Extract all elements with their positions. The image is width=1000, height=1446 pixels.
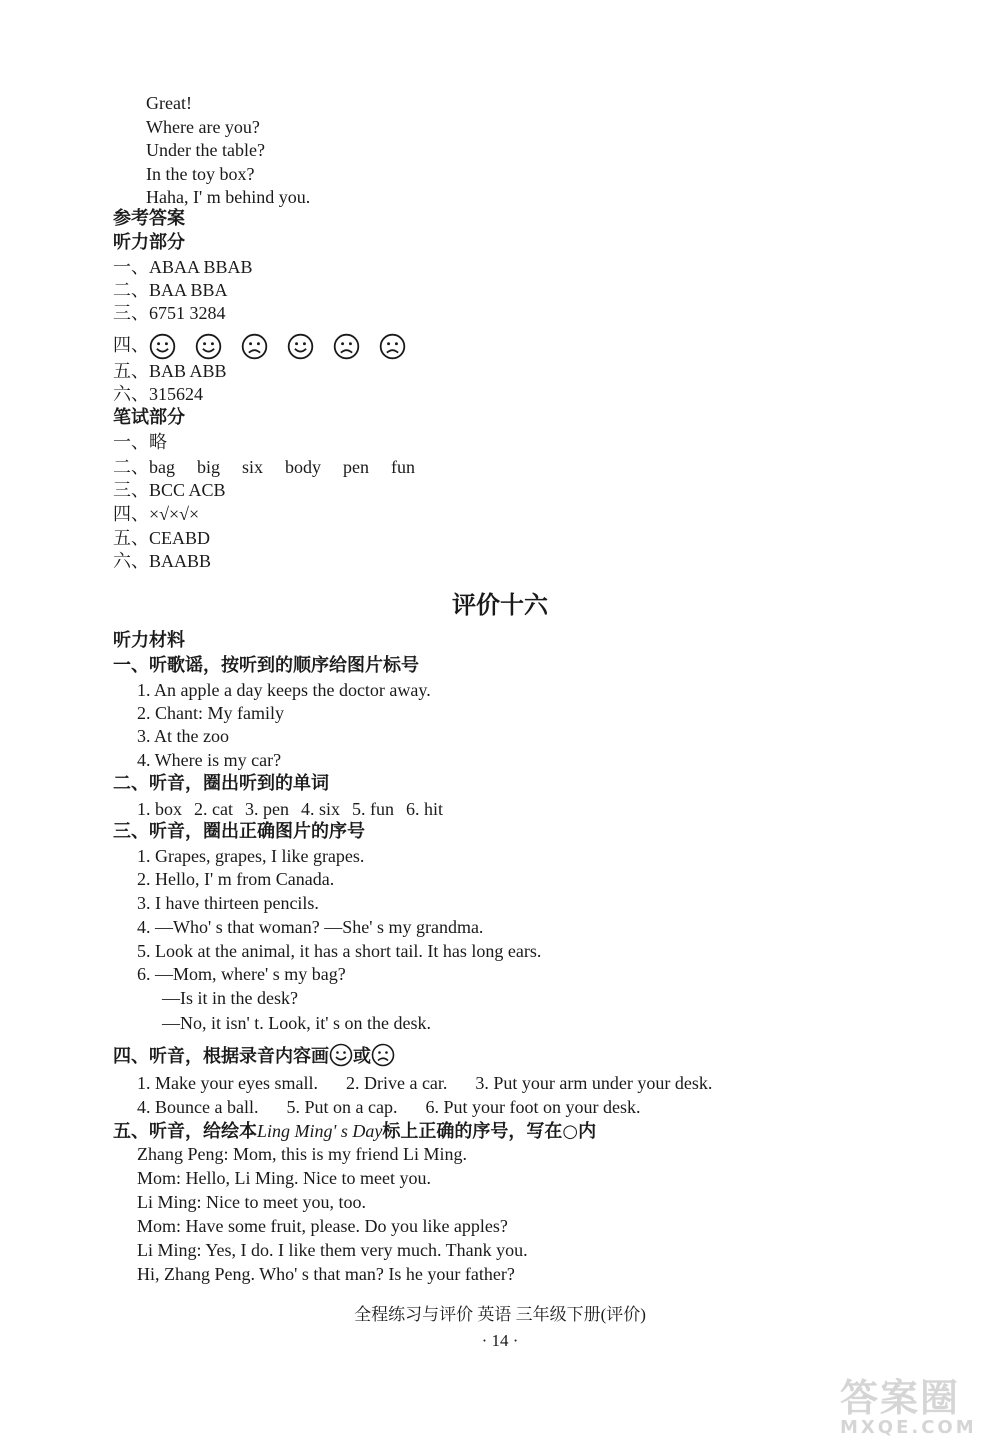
part1-item: 3. At the zoo: [137, 726, 229, 746]
part2-item: 3. pen: [244, 799, 289, 819]
part5-line: Li Ming: Nice to meet you, too.: [137, 1192, 366, 1212]
smile-icon: [149, 333, 176, 360]
answer-line: 五、CEABD: [113, 528, 211, 548]
listening-heading: 听力部分: [113, 232, 185, 253]
dialogue-line: Under the table?: [146, 140, 265, 160]
part2-heading: 二、听音，圈出听到的单词: [113, 773, 329, 794]
part5-line: Mom: Have some fruit, please. Do you like apples?: [137, 1216, 508, 1236]
watermark-text: 答案圈: [840, 1376, 961, 1420]
part2-item: 6. hit: [406, 799, 444, 819]
part3-heading: 三、听音，圈出正确图片的序号: [113, 821, 365, 842]
part1-item: 2. Chant: My family: [137, 703, 284, 723]
smile-icon: [287, 333, 314, 360]
frown-icon: [379, 333, 406, 360]
answer-line: 六、315624: [113, 384, 203, 404]
dialogue-line: Where are you?: [146, 117, 260, 137]
answer-line: 二、BAA BBA: [113, 280, 228, 300]
written-heading: 笔试部分: [113, 407, 185, 428]
part3-item: 3. I have thirteen pencils.: [137, 893, 319, 913]
watermark-url: MXQE.COM: [840, 1417, 977, 1438]
answers-heading: 参考答案: [113, 208, 185, 229]
part3-item: 2. Hello, I' m from Canada.: [137, 869, 335, 889]
part5-line: Mom: Hello, Li Ming. Nice to meet you.: [137, 1168, 431, 1188]
answer-line: 四、×√×√×: [113, 504, 200, 524]
answer-word: body: [285, 457, 322, 477]
answer-words-line: [113, 456, 415, 478]
part2-item: 4. six: [300, 799, 340, 819]
section-title: 评价十六: [452, 591, 548, 619]
answer-word: fun: [391, 457, 416, 477]
part2-item: 1. box: [137, 799, 182, 819]
part1-item: 4. Where is my car?: [137, 750, 282, 770]
part4-item: 5. Put on a cap.: [286, 1097, 398, 1117]
answer-label: 四、: [113, 335, 149, 355]
part2-items: [137, 798, 443, 820]
answer-line: 六、BAABB: [113, 551, 212, 571]
dialogue-line: Great!: [146, 93, 192, 113]
smile-icon: [329, 1043, 353, 1067]
part4-row: [137, 1072, 712, 1094]
part3-item: —No, it isn' t. Look, it' s on the desk.: [162, 1013, 431, 1033]
words-row: [149, 457, 415, 477]
frown-icon: [333, 333, 360, 360]
part3-item: 6. —Mom, where' s my bag?: [137, 964, 346, 984]
part1-heading: 一、听歌谣，按听到的顺序给图片标号: [113, 655, 419, 676]
part3-item: 1. Grapes, grapes, I like grapes.: [137, 846, 365, 866]
part4-item: 6. Put your foot on your desk.: [425, 1097, 641, 1117]
part1-item: 1. An apple a day keeps the doctor away.: [137, 680, 431, 700]
smile-icon: [195, 333, 222, 360]
part5-line: Zhang Peng: Mom, this is my friend Li Ming.: [137, 1144, 467, 1164]
part4-heading-text: 四、听音，根据录音内容画: [113, 1046, 329, 1067]
part4-item: 1. Make your eyes small.: [137, 1073, 318, 1093]
part4-heading: [113, 1043, 395, 1070]
footer-book: 全程练习与评价 英语 三年级下册(评价): [354, 1305, 646, 1324]
answer-line: 三、6751 3284: [113, 303, 226, 323]
answer-faces-line: [113, 330, 425, 360]
book-title: Ling Ming' s Day: [257, 1121, 383, 1141]
answer-line: 五、BAB ABB: [113, 361, 227, 381]
part2-item: 2. cat: [194, 799, 233, 819]
answer-line: 三、BCC ACB: [113, 480, 226, 500]
part5-line: Hi, Zhang Peng. Who' s that man? Is he your father?: [137, 1264, 515, 1284]
answer-word: bag: [149, 457, 175, 477]
part3-item: 5. Look at the animal, it has a short tail. It has long ears.: [137, 941, 542, 961]
part4-item: 3. Put your arm under your desk.: [475, 1073, 713, 1093]
page-number: · 14 ·: [481, 1331, 519, 1350]
part4-item: 2. Drive a car.: [345, 1073, 448, 1093]
part5-heading-text: 五、听音，给绘本: [113, 1121, 257, 1142]
answer-word: pen: [343, 457, 370, 477]
materials-heading: 听力材料: [113, 630, 185, 651]
part3-item: 4. —Who' s that woman? —She' s my grandma.: [137, 917, 484, 937]
answer-line: 一、略: [113, 432, 167, 452]
answer-line: 一、ABAA BBAB: [113, 257, 253, 277]
watermark-logo: [840, 1378, 990, 1440]
dialogue-line: Haha, I' m behind you.: [146, 187, 311, 207]
part4-heading-or: 或: [353, 1046, 371, 1067]
part3-item: —Is it in the desk?: [162, 988, 298, 1008]
frown-icon: [241, 333, 268, 360]
answer-word: big: [197, 457, 221, 477]
part5-heading-text: 标上正确的序号，写在○内: [382, 1121, 597, 1142]
dialogue-line: In the toy box?: [146, 164, 255, 184]
part4-item: 4. Bounce a ball.: [137, 1097, 259, 1117]
answer-word: six: [242, 457, 264, 477]
part2-item: 5. fun: [352, 799, 394, 819]
part5-heading: [113, 1120, 596, 1143]
faces-row: [149, 335, 425, 355]
answer-label: 二、: [113, 457, 149, 477]
part4-row: [137, 1096, 640, 1118]
part5-line: Li Ming: Yes, I do. I like them very much. Thank you.: [137, 1240, 528, 1260]
frown-icon: [371, 1043, 395, 1067]
